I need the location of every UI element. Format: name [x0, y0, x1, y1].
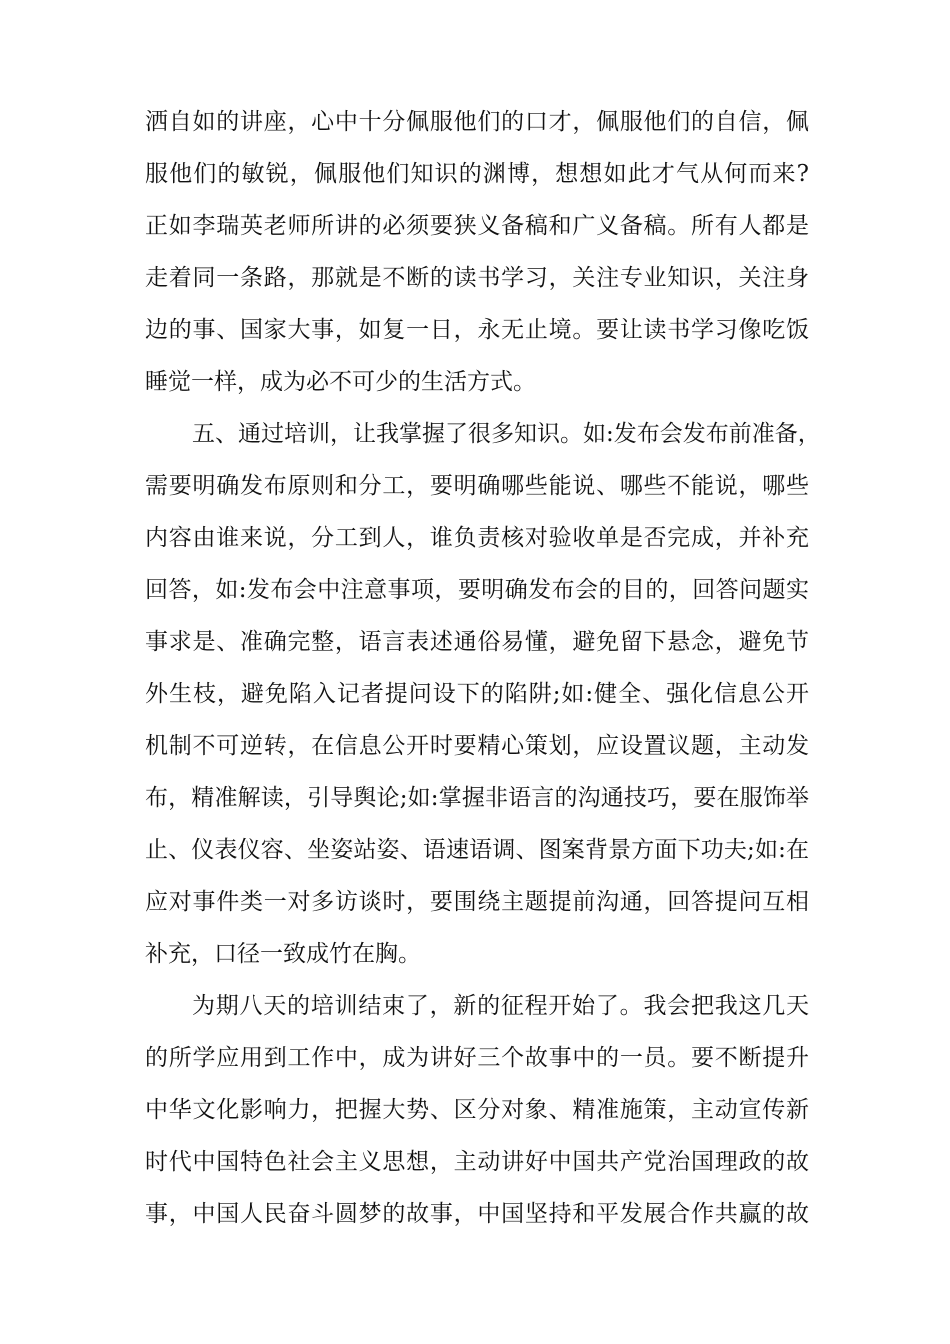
text-line: 事，中国人民奋斗圆梦的故事，中国坚持和平发展合作共赢的故: [145, 1201, 809, 1227]
text-line: 应对事件类一对多访谈时，要围绕主题提前沟通，回答提问互相: [145, 889, 809, 915]
text-line: 中华文化影响力，把握大势、区分对象、精准施策，主动宣传新: [145, 1097, 809, 1123]
text-line: 布，精准解读，引导舆论;如:掌握非语言的沟通技巧，要在服饰举: [145, 785, 809, 811]
text-line: 止、仪表仪容、坐姿站姿、语速语调、图案背景方面下功夫;如:在: [145, 837, 809, 863]
text-line: 洒自如的讲座，心中十分佩服他们的口才，佩服他们的自信，佩: [145, 109, 809, 135]
text-line: 正如李瑞英老师所讲的必须要狭义备稿和广义备稿。所有人都是: [145, 213, 809, 239]
text-line: 服他们的敏锐，佩服他们知识的渊博，想想如此才气从何而来?: [145, 161, 809, 187]
text-line: 机制不可逆转，在信息公开时要精心策划，应设置议题，主动发: [145, 733, 809, 759]
text-line: 的所学应用到工作中，成为讲好三个故事中的一员。要不断提升: [145, 1045, 809, 1071]
text-line: 边的事、国家大事，如复一日，永无止境。要让读书学习像吃饭: [145, 317, 809, 343]
text-line: 外生枝，避免陷入记者提问设下的陷阱;如:健全、强化信息公开: [145, 681, 809, 707]
text-line: 睡觉一样，成为必不可少的生活方式。: [145, 369, 536, 395]
text-line: 走着同一条路，那就是不断的读书学习，关注专业知识，关注身: [145, 265, 809, 291]
text-line: 内容由谁来说，分工到人，谁负责核对验收单是否完成，并补充: [145, 525, 809, 551]
text-line: 为期八天的培训结束了，新的征程开始了。我会把我这几天: [192, 993, 809, 1019]
text-line: 时代中国特色社会主义思想，主动讲好中国共产党治国理政的故: [145, 1149, 809, 1175]
text-line: 回答，如:发布会中注意事项，要明确发布会的目的，回答问题实: [145, 577, 809, 603]
text-line: 五、通过培训，让我掌握了很多知识。如:发布会发布前准备，: [192, 421, 821, 447]
text-line: 需要明确发布原则和分工，要明确哪些能说、哪些不能说，哪些: [145, 473, 809, 499]
text-line: 补充，口径一致成竹在胸。: [145, 941, 421, 967]
text-line: 事求是、准确完整，语言表述通俗易懂，避免留下悬念，避免节: [145, 629, 809, 655]
